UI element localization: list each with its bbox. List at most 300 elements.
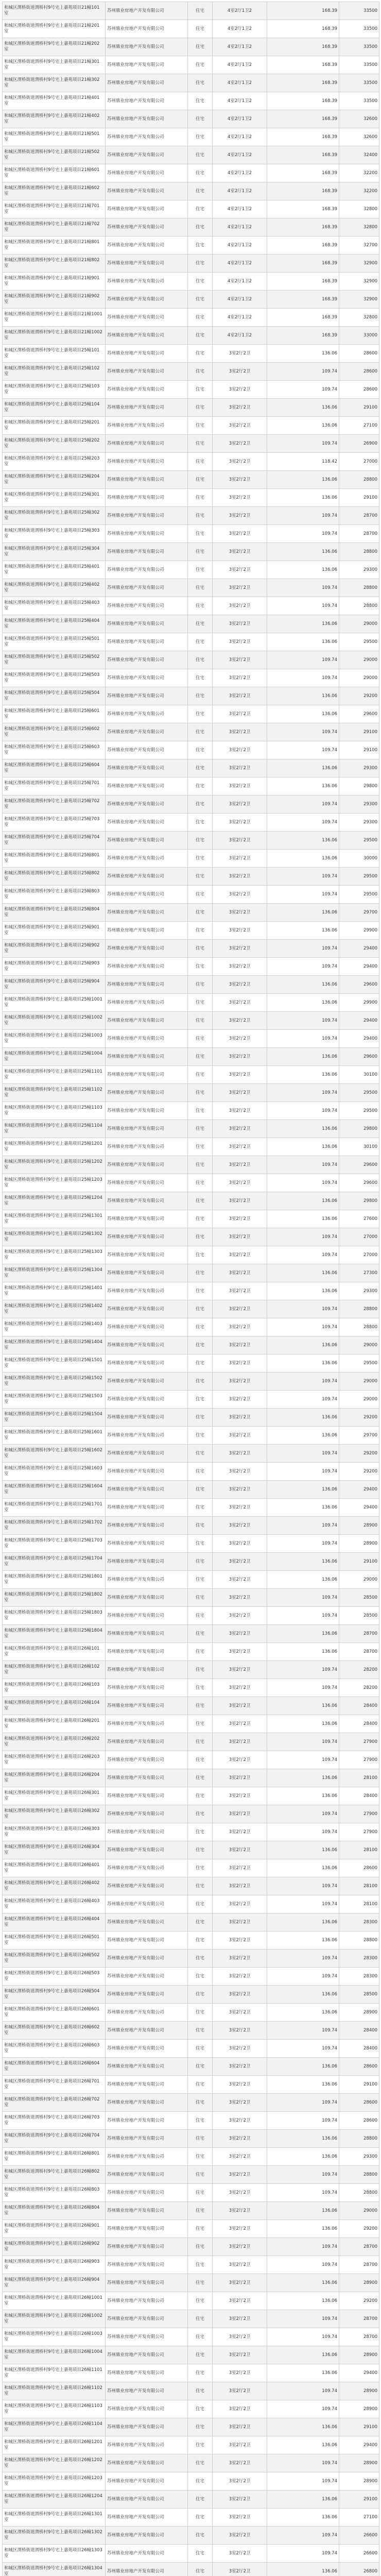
cell-price: 30100 <box>339 1066 379 1084</box>
cell-usage: 住宅 <box>188 651 213 669</box>
cell-structure: 3室2厅2卫 <box>213 543 267 561</box>
cell-area: 109.74 <box>267 1661 339 1679</box>
cell-structure: 3室2厅2卫 <box>213 651 267 669</box>
cell-price: 27000 <box>339 1246 379 1264</box>
cell-structure: 3室2厅2卫 <box>213 2490 267 2509</box>
cell-usage: 住宅 <box>188 2454 213 2472</box>
cell-area: 109.74 <box>267 1445 339 1463</box>
cell-structure: 3室2厅2卫 <box>213 399 267 417</box>
cell-usage: 住宅 <box>188 1823 213 1841</box>
cell-structure: 3室2厅2卫 <box>213 417 267 435</box>
cell-price: 32700 <box>339 236 379 255</box>
cell-area: 168.39 <box>267 291 339 309</box>
cell-developer: 苏州鼎业房地产开发有限公司 <box>106 164 188 182</box>
cell-area: 168.39 <box>267 164 339 182</box>
cell-usage: 住宅 <box>188 1733 213 1751</box>
cell-area: 109.74 <box>267 381 339 399</box>
table-row <box>3 1553 379 1571</box>
cell-developer: 苏州鼎业房地产开发有限公司 <box>106 976 188 994</box>
cell-developer: 苏州鼎业房地产开发有限公司 <box>106 1859 188 1877</box>
cell-structure: 3室2厅2卫 <box>213 1913 267 1931</box>
table-row <box>3 2220 379 2238</box>
cell-structure: 3室2厅2卫 <box>213 1895 267 1913</box>
table-row <box>3 1841 379 1859</box>
table-row <box>3 850 379 868</box>
cell-structure: 4室2厅1卫2 <box>213 255 267 273</box>
cell-location: 和城区渭桥街道渭桥村9号宅上嘉苑项目21幢1001室 <box>3 309 106 327</box>
cell-usage: 住宅 <box>188 1210 213 1228</box>
cell-area: 136.06 <box>267 615 339 633</box>
table-row <box>3 1210 379 1228</box>
cell-structure: 3室2厅2卫 <box>213 1823 267 1841</box>
cell-area: 109.74 <box>267 1174 339 1192</box>
table-row <box>3 345 379 363</box>
cell-price: 29100 <box>339 489 379 507</box>
cell-location: 和城区渭桥街道渭桥村9号宅上嘉苑项目25幢1602室 <box>3 1445 106 1463</box>
cell-developer: 苏州鼎业房地产开发有限公司 <box>106 1715 188 1733</box>
cell-structure: 3室2厅2卫 <box>213 1643 267 1661</box>
cell-location: 和城区渭桥街道渭桥村9号宅上嘉苑项目25幢1804室 <box>3 1625 106 1643</box>
cell-price: 28300 <box>339 1950 379 1968</box>
table-row <box>3 904 379 922</box>
cell-area: 168.39 <box>267 110 339 128</box>
cell-price: 29400 <box>339 1499 379 1517</box>
cell-price: 29100 <box>339 723 379 741</box>
cell-location: 和城区渭桥街道渭桥村9号宅上嘉苑项目21幢902室 <box>3 291 106 309</box>
cell-usage: 住宅 <box>188 1517 213 1535</box>
cell-structure: 3室2厅2卫 <box>213 381 267 399</box>
cell-structure: 3室2厅2卫 <box>213 1589 267 1607</box>
cell-structure: 3室2厅2卫 <box>213 1679 267 1697</box>
cell-usage: 住宅 <box>188 2112 213 2130</box>
cell-structure: 3室2厅2卫 <box>213 940 267 958</box>
cell-location: 和城区渭桥街道渭桥村9号宅上嘉苑项目25幢1401室 <box>3 1282 106 1300</box>
cell-price: 33500 <box>339 2 379 20</box>
cell-price: 29400 <box>339 2364 379 2382</box>
cell-developer: 苏州鼎业房地产开发有限公司 <box>106 1066 188 1084</box>
cell-location: 和城区渭桥街道渭桥村9号宅上嘉苑项目26幢404室 <box>3 1913 106 1931</box>
table-row <box>3 1120 379 1138</box>
cell-location: 和城区渭桥街道渭桥村9号宅上嘉苑项目25幢1402室 <box>3 1300 106 1318</box>
table-row <box>3 1246 379 1264</box>
table-row <box>3 1950 379 1968</box>
cell-developer: 苏州鼎业房地产开发有限公司 <box>106 399 188 417</box>
cell-price: 28400 <box>339 2040 379 2058</box>
cell-structure: 3室2厅2卫 <box>213 579 267 597</box>
cell-location: 和城区渭桥街道渭桥村9号宅上嘉苑项目26幢204室 <box>3 1769 106 1787</box>
cell-developer: 苏州鼎业房地产开发有限公司 <box>106 1823 188 1841</box>
cell-usage: 住宅 <box>188 56 213 74</box>
cell-price: 28600 <box>339 2112 379 2130</box>
cell-developer: 苏州鼎业房地产开发有限公司 <box>106 1751 188 1769</box>
cell-structure: 3室2厅2卫 <box>213 723 267 741</box>
cell-developer: 苏州鼎业房地产开发有限公司 <box>106 471 188 489</box>
cell-location: 和城区渭桥街道渭桥村9号宅上嘉苑项目25幢303室 <box>3 525 106 543</box>
cell-developer: 苏州鼎业房地产开发有限公司 <box>106 2 188 20</box>
cell-area: 109.74 <box>267 741 339 759</box>
cell-location: 和城区渭桥街道渭桥村9号宅上嘉苑项目26幢704室 <box>3 2130 106 2148</box>
cell-price: 28800 <box>339 1318 379 1336</box>
cell-developer: 苏州鼎业房地产开发有限公司 <box>106 1517 188 1535</box>
cell-price: 29000 <box>339 1336 379 1354</box>
cell-structure: 3室2厅2卫 <box>213 2418 267 2436</box>
cell-location: 和城区渭桥街道渭桥村9号宅上嘉苑项目25幢1702室 <box>3 1517 106 1535</box>
table-row <box>3 435 379 453</box>
cell-area: 136.06 <box>267 2509 339 2527</box>
cell-structure: 3室2厅2卫 <box>213 1553 267 1571</box>
cell-usage: 住宅 <box>188 759 213 777</box>
cell-structure: 3室2厅2卫 <box>213 2112 267 2130</box>
cell-location: 和城区渭桥街道渭桥村9号宅上嘉苑项目26幢1202室 <box>3 2454 106 2472</box>
cell-price: 29200 <box>339 1409 379 1427</box>
table-row <box>3 2040 379 2058</box>
cell-price: 29700 <box>339 904 379 922</box>
table-row <box>3 832 379 850</box>
cell-area: 136.06 <box>267 1120 339 1138</box>
cell-price: 29700 <box>339 1427 379 1445</box>
table-row <box>3 1102 379 1120</box>
table-row <box>3 2094 379 2112</box>
cell-location: 和城区渭桥街道渭桥村9号宅上嘉苑项目25幢202室 <box>3 435 106 453</box>
cell-usage: 住宅 <box>188 507 213 525</box>
table-row <box>3 92 379 110</box>
cell-price: 28700 <box>339 507 379 525</box>
cell-structure: 3室2厅2卫 <box>213 1264 267 1282</box>
cell-area: 136.06 <box>267 345 339 363</box>
cell-location: 和城区渭桥街道渭桥村9号宅上嘉苑项目25幢104室 <box>3 399 106 417</box>
cell-developer: 苏州鼎业房地产开发有限公司 <box>106 182 188 200</box>
cell-area: 168.39 <box>267 56 339 74</box>
table-row <box>3 2545 379 2563</box>
table-row <box>3 597 379 615</box>
cell-developer: 苏州鼎业房地产开发有限公司 <box>106 669 188 687</box>
cell-area: 136.06 <box>267 777 339 795</box>
cell-area: 109.74 <box>267 597 339 615</box>
cell-location: 和城区渭桥街道渭桥村9号宅上嘉苑项目25幢702室 <box>3 795 106 814</box>
cell-structure: 3室2厅2卫 <box>213 1787 267 1805</box>
cell-location: 和城区渭桥街道渭桥村9号宅上嘉苑项目25幢703室 <box>3 814 106 832</box>
cell-structure: 4室2厅1卫2 <box>213 218 267 236</box>
cell-developer: 苏州鼎业房地产开发有限公司 <box>106 2310 188 2328</box>
table-row <box>3 1877 379 1895</box>
table-row <box>3 579 379 597</box>
cell-usage: 住宅 <box>188 579 213 597</box>
table-row <box>3 2148 379 2166</box>
cell-area: 136.06 <box>267 489 339 507</box>
cell-usage: 住宅 <box>188 850 213 868</box>
cell-structure: 3室2厅2卫 <box>213 1246 267 1264</box>
cell-area: 109.74 <box>267 2094 339 2112</box>
cell-structure: 3室2厅2卫 <box>213 1841 267 1859</box>
cell-structure: 3室2厅2卫 <box>213 2364 267 2382</box>
cell-developer: 苏州鼎业房地产开发有限公司 <box>106 2184 188 2202</box>
cell-price: 32600 <box>339 110 379 128</box>
cell-usage: 住宅 <box>188 1372 213 1391</box>
cell-area: 109.74 <box>267 940 339 958</box>
cell-location: 和城区渭桥街道渭桥村9号宅上嘉苑项目26幢503室 <box>3 1968 106 1986</box>
cell-developer: 苏州鼎业房地产开发有限公司 <box>106 1228 188 1246</box>
cell-price: 29600 <box>339 1174 379 1192</box>
cell-area: 109.74 <box>267 2454 339 2472</box>
cell-location: 和城区渭桥街道渭桥村9号宅上嘉苑项目26幢602室 <box>3 2022 106 2040</box>
cell-area: 109.74 <box>267 1012 339 1030</box>
cell-usage: 住宅 <box>188 2490 213 2509</box>
cell-area: 168.39 <box>267 200 339 218</box>
cell-usage: 住宅 <box>188 218 213 236</box>
cell-developer: 苏州鼎业房地产开发有限公司 <box>106 597 188 615</box>
cell-location: 和城区渭桥街道渭桥村9号宅上嘉苑项目26幢701室 <box>3 2076 106 2094</box>
cell-developer: 苏州鼎业房地产开发有限公司 <box>106 1481 188 1499</box>
cell-usage: 住宅 <box>188 1156 213 1174</box>
table-row <box>3 1769 379 1787</box>
cell-developer: 苏州鼎业房地产开发有限公司 <box>106 651 188 669</box>
cell-price: 29800 <box>339 1120 379 1138</box>
cell-usage: 住宅 <box>188 236 213 255</box>
cell-usage: 住宅 <box>188 1769 213 1787</box>
cell-location: 和城区渭桥街道渭桥村9号宅上嘉苑项目25幢1703室 <box>3 1535 106 1553</box>
table-row <box>3 1463 379 1481</box>
cell-area: 109.74 <box>267 1607 339 1625</box>
cell-location: 和城区渭桥街道渭桥村9号宅上嘉苑项目26幢201室 <box>3 1715 106 1733</box>
cell-developer: 苏州鼎业房地产开发有限公司 <box>106 904 188 922</box>
table-row <box>3 471 379 489</box>
cell-location: 和城区渭桥街道渭桥村9号宅上嘉苑项目21幢601室 <box>3 164 106 182</box>
cell-developer: 苏州鼎业房地产开发有限公司 <box>106 200 188 218</box>
cell-price: 29300 <box>339 2148 379 2166</box>
cell-structure: 3室2厅2卫 <box>213 1571 267 1589</box>
cell-area: 136.06 <box>267 2148 339 2166</box>
table-row <box>3 2436 379 2454</box>
table-row <box>3 1751 379 1769</box>
cell-location: 和城区渭桥街道渭桥村9号宅上嘉苑项目25幢504室 <box>3 687 106 705</box>
table-row <box>3 2292 379 2310</box>
cell-usage: 住宅 <box>188 1643 213 1661</box>
cell-developer: 苏州鼎业房地产开发有限公司 <box>106 579 188 597</box>
cell-developer: 苏州鼎业房地产开发有限公司 <box>106 1913 188 1931</box>
cell-area: 136.06 <box>267 1913 339 1931</box>
cell-location: 和城区渭桥街道渭桥村9号宅上嘉苑项目26幢901室 <box>3 2220 106 2238</box>
cell-price: 26900 <box>339 435 379 453</box>
cell-developer: 苏州鼎业房地产开发有限公司 <box>106 2094 188 2112</box>
table-row <box>3 2563 379 2576</box>
table-row <box>3 1787 379 1805</box>
cell-area: 136.06 <box>267 2130 339 2148</box>
cell-location: 和城区渭桥街道渭桥村9号宅上嘉苑项目21幢301室 <box>3 56 106 74</box>
cell-usage: 住宅 <box>188 2040 213 2058</box>
cell-area: 136.06 <box>267 832 339 850</box>
cell-usage: 住宅 <box>188 1787 213 1805</box>
cell-location: 和城区渭桥街道渭桥村9号宅上嘉苑项目25幢1001室 <box>3 994 106 1012</box>
cell-area: 136.06 <box>267 904 339 922</box>
cell-area: 136.06 <box>267 2220 339 2238</box>
cell-price: 29000 <box>339 615 379 633</box>
cell-location: 和城区渭桥街道渭桥村9号宅上嘉苑项目25幢1301室 <box>3 1210 106 1228</box>
table-row <box>3 1264 379 1282</box>
table-row <box>3 417 379 435</box>
cell-area: 109.74 <box>267 1228 339 1246</box>
cell-developer: 苏州鼎业房地产开发有限公司 <box>106 2040 188 2058</box>
cell-area: 168.39 <box>267 74 339 92</box>
cell-location: 和城区渭桥街道渭桥村9号宅上嘉苑项目25幢603室 <box>3 741 106 759</box>
cell-usage: 住宅 <box>188 453 213 471</box>
cell-developer: 苏州鼎业房地产开发有限公司 <box>106 327 188 345</box>
cell-area: 168.39 <box>267 273 339 291</box>
cell-price: 29600 <box>339 976 379 994</box>
cell-area: 109.74 <box>267 435 339 453</box>
cell-usage: 住宅 <box>188 363 213 381</box>
cell-area: 136.06 <box>267 1264 339 1282</box>
cell-location: 和城区渭桥街道渭桥村9号宅上嘉苑项目25幢404室 <box>3 615 106 633</box>
cell-usage: 住宅 <box>188 38 213 56</box>
cell-usage: 住宅 <box>188 2418 213 2436</box>
cell-area: 109.74 <box>267 814 339 832</box>
cell-location: 和城区渭桥街道渭桥村9号宅上嘉苑项目26幢203室 <box>3 1751 106 1769</box>
cell-price: 27000 <box>339 1228 379 1246</box>
cell-developer: 苏州鼎业房地产开发有限公司 <box>106 1246 188 1264</box>
cell-structure: 3室2厅2卫 <box>213 1318 267 1336</box>
cell-developer: 苏州鼎业房地产开发有限公司 <box>106 1607 188 1625</box>
cell-structure: 4室2厅1卫2 <box>213 146 267 164</box>
cell-area: 136.06 <box>267 1499 339 1517</box>
table-row <box>3 615 379 633</box>
cell-structure: 3室2厅2卫 <box>213 904 267 922</box>
cell-usage: 住宅 <box>188 525 213 543</box>
cell-area: 136.06 <box>267 1787 339 1805</box>
cell-location: 和城区渭桥街道渭桥村9号宅上嘉苑项目26幢1201室 <box>3 2436 106 2454</box>
cell-location: 和城区渭桥街道渭桥村9号宅上嘉苑项目25幢1504室 <box>3 1409 106 1427</box>
cell-developer: 苏州鼎业房地产开发有限公司 <box>106 1048 188 1066</box>
table-row <box>3 507 379 525</box>
cell-structure: 3室2厅2卫 <box>213 2058 267 2076</box>
cell-usage: 住宅 <box>188 2058 213 2076</box>
cell-usage: 住宅 <box>188 1589 213 1607</box>
cell-usage: 住宅 <box>188 2130 213 2148</box>
cell-location: 和城区渭桥街道渭桥村9号宅上嘉苑项目25幢102室 <box>3 363 106 381</box>
cell-structure: 3室2厅2卫 <box>213 1084 267 1102</box>
cell-location: 和城区渭桥街道渭桥村9号宅上嘉苑项目25幢901室 <box>3 922 106 940</box>
cell-usage: 住宅 <box>188 327 213 345</box>
cell-price: 28700 <box>339 2328 379 2346</box>
cell-area: 136.06 <box>267 1066 339 1084</box>
cell-usage: 住宅 <box>188 1445 213 1463</box>
cell-structure: 3室2厅2卫 <box>213 1012 267 1030</box>
cell-price: 28900 <box>339 2382 379 2400</box>
cell-usage: 住宅 <box>188 2346 213 2364</box>
cell-location: 和城区渭桥街道渭桥村9号宅上嘉苑项目25幢602室 <box>3 723 106 741</box>
cell-usage: 住宅 <box>188 1661 213 1679</box>
cell-developer: 苏州鼎业房地产开发有限公司 <box>106 723 188 741</box>
cell-structure: 3室2厅2卫 <box>213 1174 267 1192</box>
cell-location: 和城区渭桥街道渭桥村9号宅上嘉苑项目26幢101室 <box>3 1643 106 1661</box>
cell-usage: 住宅 <box>188 1138 213 1156</box>
cell-area: 136.06 <box>267 1715 339 1733</box>
cell-usage: 住宅 <box>188 2202 213 2220</box>
cell-usage: 住宅 <box>188 182 213 200</box>
cell-price: 29800 <box>339 1192 379 1210</box>
cell-price: 32800 <box>339 309 379 327</box>
cell-location: 和城区渭桥街道渭桥村9号宅上嘉苑项目25幢501室 <box>3 633 106 651</box>
cell-location: 和城区渭桥街道渭桥村9号宅上嘉苑项目21幢802室 <box>3 255 106 273</box>
cell-price: 29500 <box>339 1084 379 1102</box>
cell-structure: 3室2厅2卫 <box>213 2563 267 2576</box>
table-row <box>3 1336 379 1354</box>
cell-location: 和城区渭桥街道渭桥村9号宅上嘉苑项目25幢801室 <box>3 850 106 868</box>
cell-area: 109.74 <box>267 1751 339 1769</box>
cell-developer: 苏州鼎业房地产开发有限公司 <box>106 1589 188 1607</box>
cell-usage: 住宅 <box>188 435 213 453</box>
cell-price: 29500 <box>339 1354 379 1372</box>
cell-usage: 住宅 <box>188 832 213 850</box>
cell-developer: 苏州鼎业房地产开发有限公司 <box>106 92 188 110</box>
cell-structure: 3室2厅2卫 <box>213 1986 267 2004</box>
cell-developer: 苏州鼎业房地产开发有限公司 <box>106 489 188 507</box>
table-row <box>3 1066 379 1084</box>
cell-location: 和城区渭桥街道渭桥村9号宅上嘉苑项目25幢1403室 <box>3 1318 106 1336</box>
cell-price: 30100 <box>339 1138 379 1156</box>
cell-area: 109.74 <box>267 1895 339 1913</box>
cell-location: 和城区渭桥街道渭桥村9号宅上嘉苑项目26幢1203室 <box>3 2472 106 2490</box>
cell-developer: 苏州鼎业房地产开发有限公司 <box>106 1499 188 1517</box>
cell-location: 和城区渭桥街道渭桥村9号宅上嘉苑项目25幢1704室 <box>3 1553 106 1571</box>
cell-usage: 住宅 <box>188 1354 213 1372</box>
table-row <box>3 453 379 471</box>
cell-location: 和城区渭桥街道渭桥村9号宅上嘉苑项目25幢1604室 <box>3 1481 106 1499</box>
cell-price: 27900 <box>339 1751 379 1769</box>
cell-area: 109.74 <box>267 2472 339 2490</box>
cell-usage: 住宅 <box>188 2436 213 2454</box>
cell-area: 136.06 <box>267 2563 339 2576</box>
cell-structure: 3室2厅2卫 <box>213 345 267 363</box>
cell-usage: 住宅 <box>188 1931 213 1950</box>
table-row <box>3 2400 379 2418</box>
cell-location: 和城区渭桥街道渭桥村9号宅上嘉苑项目26幢1003室 <box>3 2328 106 2346</box>
cell-area: 109.74 <box>267 1968 339 1986</box>
cell-location: 和城区渭桥街道渭桥村9号宅上嘉苑项目25幢802室 <box>3 868 106 886</box>
table-row <box>3 363 379 381</box>
cell-price: 28700 <box>339 2238 379 2256</box>
table-row <box>3 1661 379 1679</box>
cell-usage: 住宅 <box>188 1012 213 1030</box>
cell-area: 136.06 <box>267 1048 339 1066</box>
cell-area: 136.06 <box>267 759 339 777</box>
cell-usage: 住宅 <box>188 2148 213 2166</box>
cell-price: 33500 <box>339 38 379 56</box>
cell-location: 和城区渭桥街道渭桥村9号宅上嘉苑项目26幢501室 <box>3 1931 106 1950</box>
table-row <box>3 2130 379 2148</box>
cell-price: 28800 <box>339 2166 379 2184</box>
table-row <box>3 976 379 994</box>
cell-location: 和城区渭桥街道渭桥村9号宅上嘉苑项目26幢302室 <box>3 1805 106 1823</box>
cell-structure: 3室2厅2卫 <box>213 1192 267 1210</box>
table-row <box>3 1697 379 1715</box>
cell-location: 和城区渭桥街道渭桥村9号宅上嘉苑项目26幢1303室 <box>3 2545 106 2563</box>
cell-area: 136.06 <box>267 1697 339 1715</box>
cell-location: 和城区渭桥街道渭桥村9号宅上嘉苑项目21幢701室 <box>3 200 106 218</box>
table-row <box>3 1517 379 1535</box>
cell-area: 136.06 <box>267 1643 339 1661</box>
cell-price: 32200 <box>339 164 379 182</box>
table-row <box>3 795 379 814</box>
cell-location: 和城区渭桥街道渭桥村9号宅上嘉苑项目25幢1803室 <box>3 1607 106 1625</box>
cell-area: 136.06 <box>267 1427 339 1445</box>
cell-usage: 住宅 <box>188 615 213 633</box>
cell-structure: 3室2厅2卫 <box>213 2148 267 2166</box>
cell-structure: 3室2厅2卫 <box>213 1120 267 1138</box>
cell-price: 28700 <box>339 2310 379 2328</box>
cell-location: 和城区渭桥街道渭桥村9号宅上嘉苑项目26幢1103室 <box>3 2400 106 2418</box>
cell-developer: 苏州鼎业房地产开发有限公司 <box>106 1571 188 1589</box>
cell-usage: 住宅 <box>188 1048 213 1066</box>
